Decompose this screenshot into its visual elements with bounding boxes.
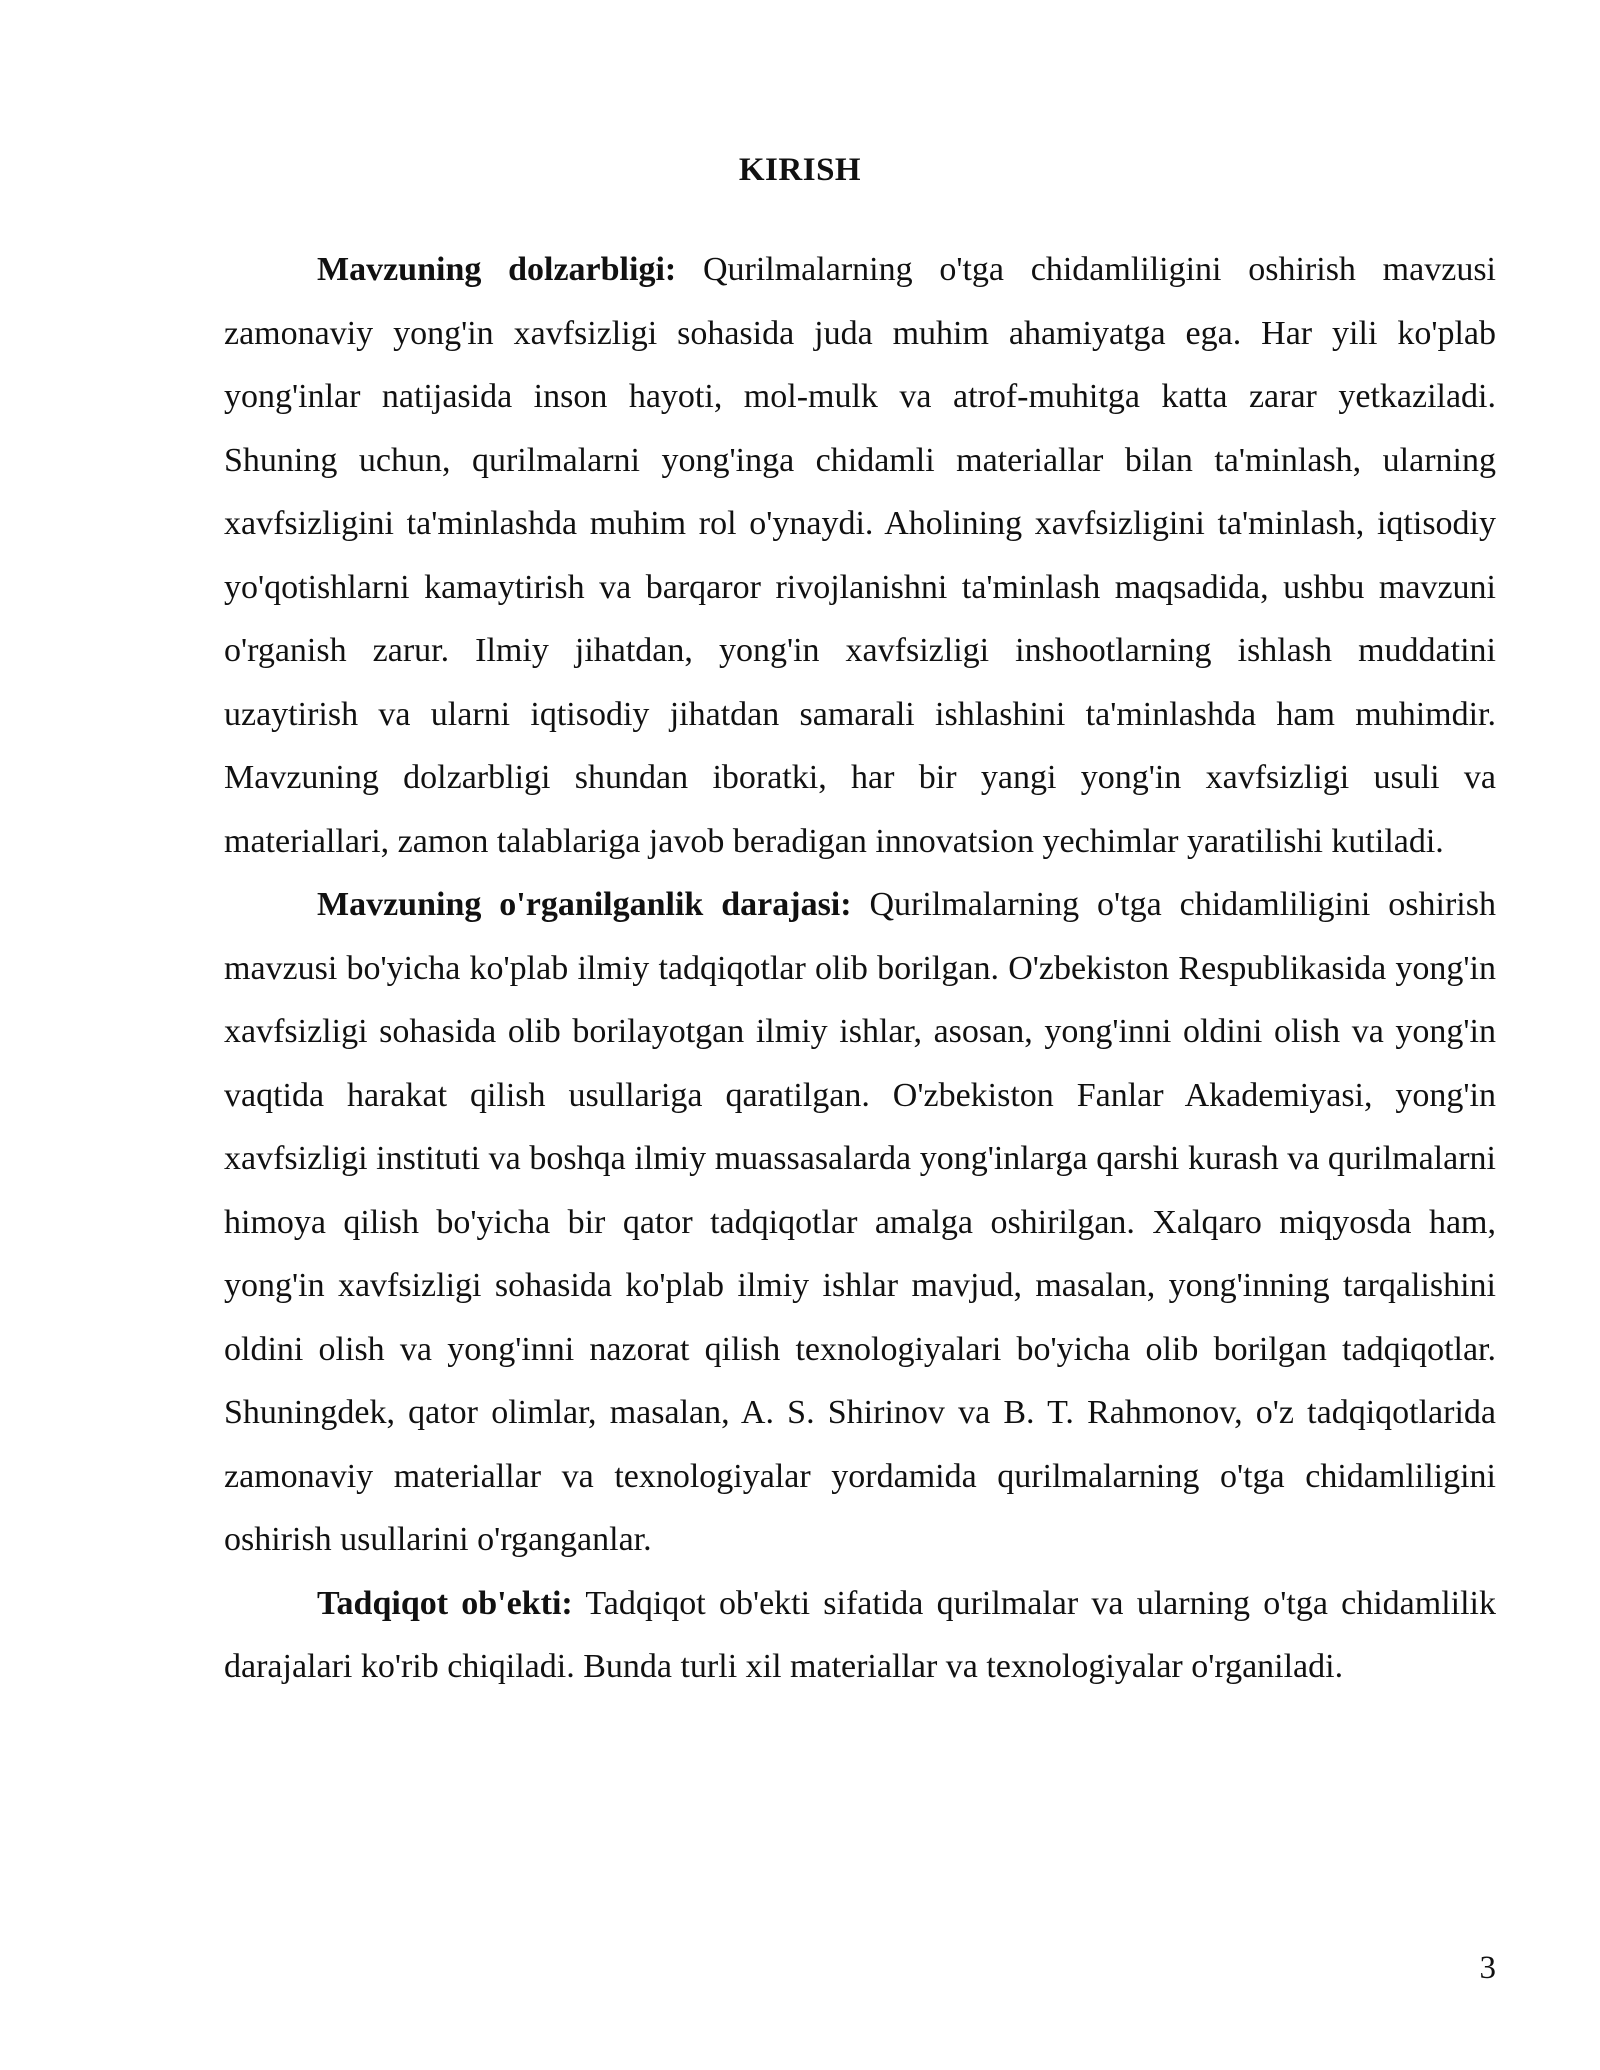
paragraph-heading: Mavzuning dolzarbligi: bbox=[317, 251, 677, 288]
document-body bbox=[224, 238, 1496, 1699]
paragraph-study-level bbox=[224, 873, 1496, 1572]
paragraph-text: Qurilmalarning o'tga chidamliligini oshirish mavzusi bo'yicha ko'plab ilmiy tadqiqotlar olib borilgan. O'zbekiston Respublikasida yong'in xavfsizligi sohasida olib borilayotgan ilmiy ishlar, asosan, yong'inni oldini olish va yong'in vaqtida harakat qilish usullariga qaratilgan. O'zbekiston Fanlar Akademiyasi, yong'in xavfsizligi instituti va boshqa ilmiy muassasalarda yong'inlarga qarshi kurash va qurilmalarni himoya qilish bo'yicha bir qator tadqiqotlar amalga oshirilgan. Xalqaro miqyosda ham, yong'in xavfsizligi sohasida ko'plab ilmiy ishlar mavjud, masalan, yong'inning tarqalishini oldini olish va yong'inni nazorat qilish texnologiyalari bo'yicha olib borilgan tadqiqotlar. Shuningdek, qator olimlar, masalan, A. S. Shirinov va B. T. Rahmonov, o'z tadqiqotlarida zamonaviy materiallar va texnologiyalar yordamida qurilmalarning o'tga chidamliligini oshirish usullarini o'rganganlar. bbox=[224, 886, 1496, 1558]
paragraph-text: Qurilmalarning o'tga chidamliligini oshirish mavzusi zamonaviy yong'in xavfsizligi sohasida juda muhim ahamiyatga ega. Har yili ko'plab yong'inlar natijasida inson hayoti, mol-mulk va atrof-muhitga katta zarar yetkaziladi. Shuning uchun, qurilmalarni yong'inga chidamli materiallar bilan ta'minlash, ularning xavfsizligini ta'minlashda muhim rol o'ynaydi. Aholining xavfsizligini ta'minlash, iqtisodiy yo'qotishlarni kamaytirish va barqaror rivojlanishni ta'minlash maqsadida, ushbu mavzuni o'rganish zarur. Ilmiy jihatdan, yong'in xavfsizligi inshootlarning ishlash muddatini uzaytirish va ularni iqtisodiy jihatdan samarali ishlashini ta'minlashda ham muhimdir. Mavzuning dolzarbligi shundan iboratki, har bir yangi yong'in xavfsizligi usuli va materiallari, zamon talablariga javob beradigan innovatsion yechimlar yaratilishi kutiladi. bbox=[224, 251, 1496, 860]
page-number: 3 bbox=[1479, 1950, 1496, 1986]
page-title: KIRISH bbox=[738, 152, 862, 188]
paragraph-research-object bbox=[224, 1572, 1496, 1699]
paragraph-text: Tadqiqot ob'ekti sifatida qurilmalar va ularning o'tga chidamlilik darajalari ko'rib chiqiladi. Bunda turli xil materiallar va texnologiyalar o'rganiladi. bbox=[224, 1584, 1497, 1685]
paragraph-relevance bbox=[224, 238, 1496, 873]
paragraph-heading: Tadqiqot ob'ekti: bbox=[317, 1584, 573, 1622]
paragraph-heading: Mavzuning o'rganilganlik darajasi: bbox=[317, 886, 852, 923]
